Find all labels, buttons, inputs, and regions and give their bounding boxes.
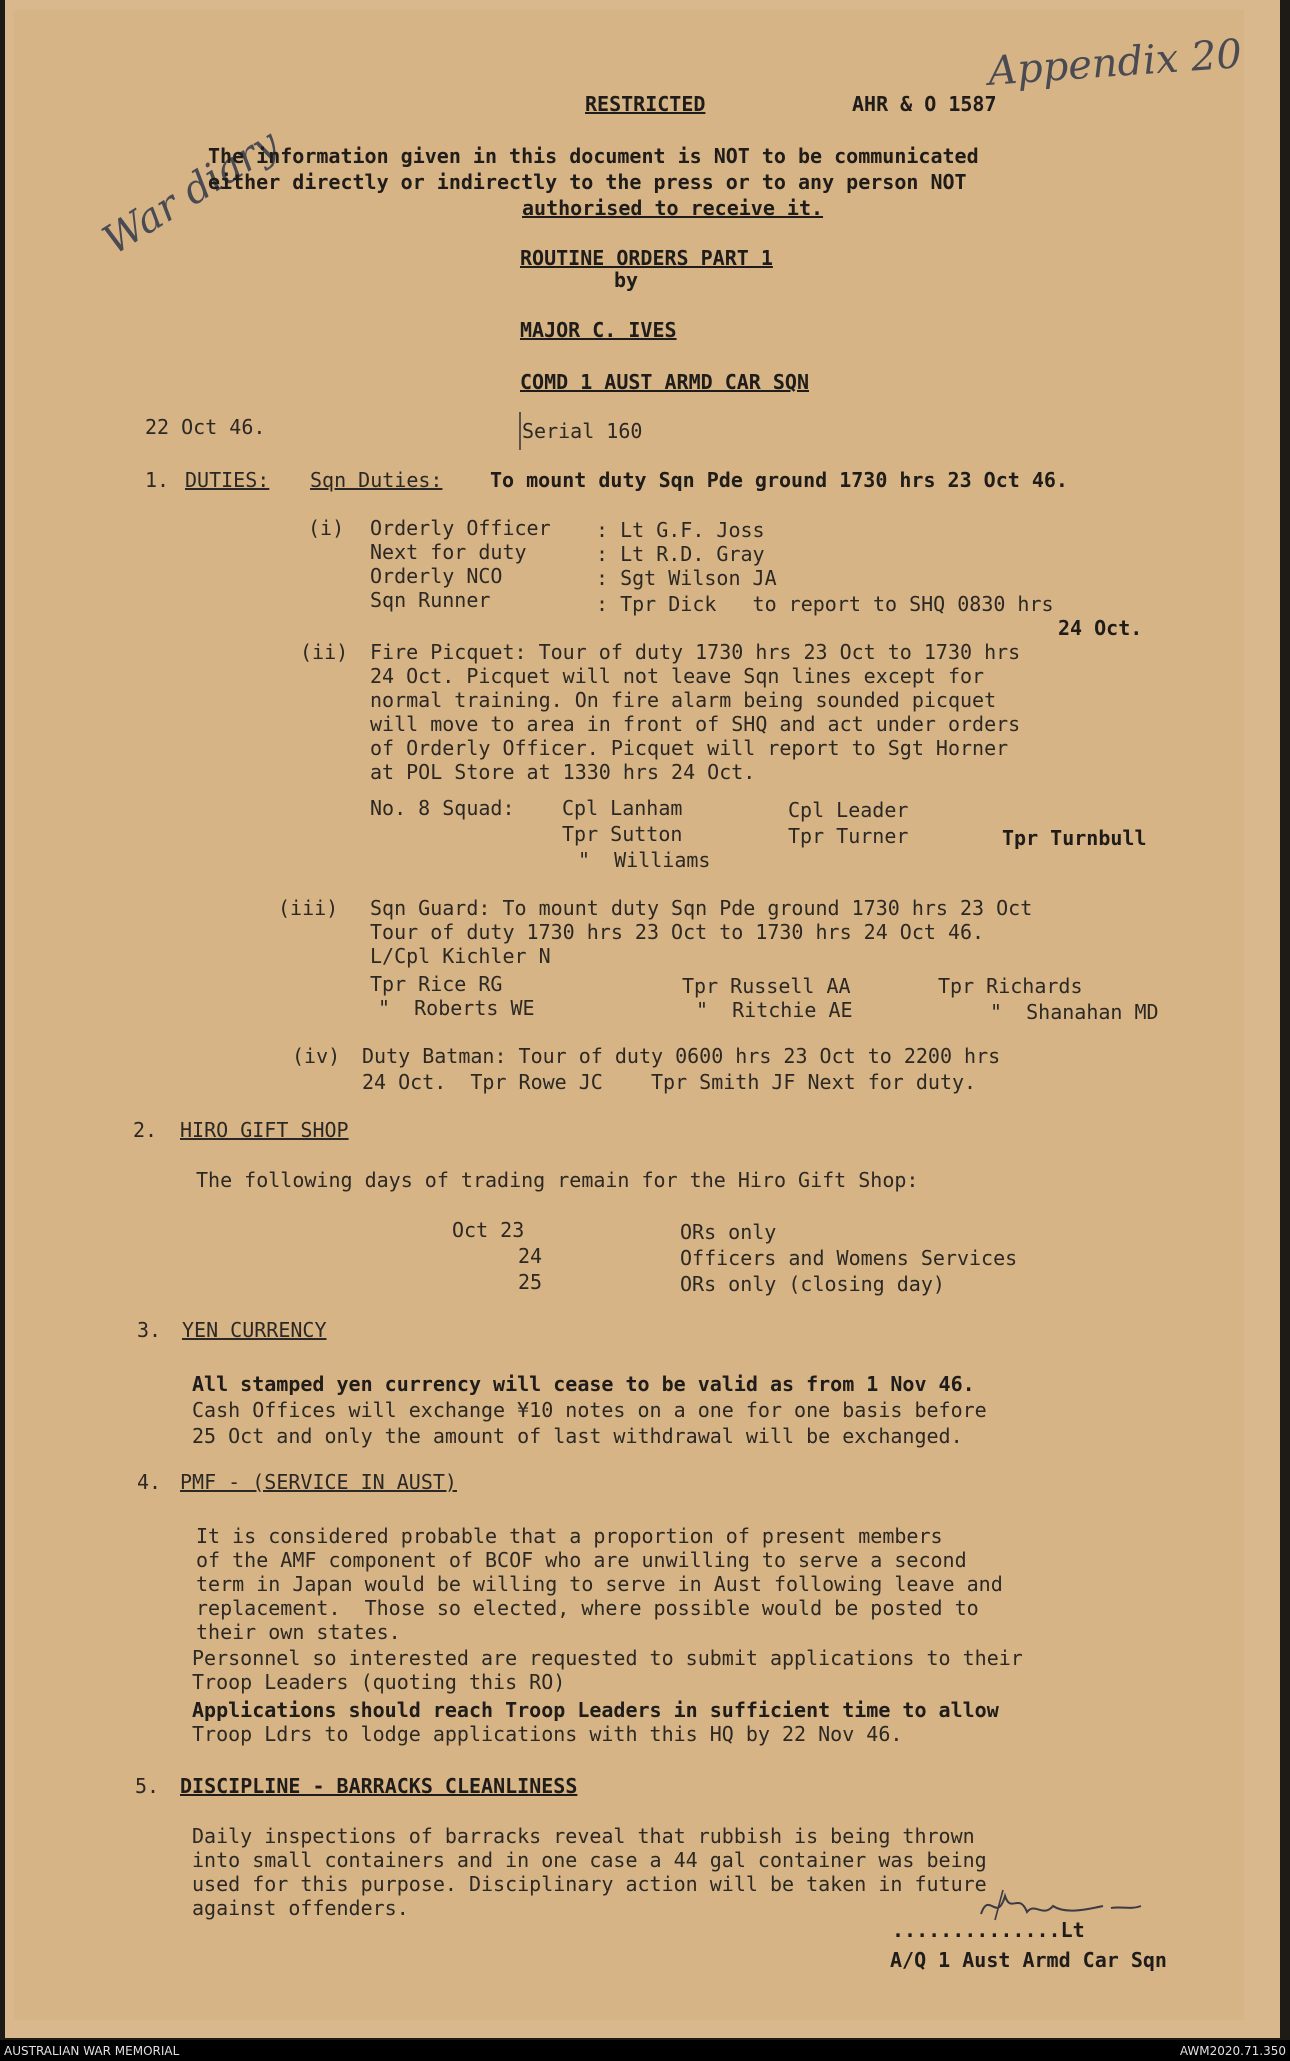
duty-batman-line: Duty Batman: Tour of duty 0600 hrs 23 Oct to 2200 hrs: [362, 1044, 1001, 1068]
archive-footer: [0, 2040, 1290, 2061]
war-diary-handwritten: War diary: [95, 120, 287, 265]
trading-who: ORs only: [680, 1220, 777, 1244]
yen-line: Cash Offices will exchange ¥10 notes on a one for one basis before: [192, 1398, 987, 1422]
reference-number: AHR & O 1587: [852, 92, 997, 116]
title-routine-orders: ROUTINE ORDERS PART 1: [520, 246, 773, 270]
sec1-intro: To mount duty Sqn Pde ground 1730 hrs 23 Oct 46.: [490, 468, 1068, 492]
guard-member: " Ritchie AE: [696, 998, 853, 1022]
trading-who: ORs only (closing day): [680, 1272, 945, 1296]
guard-member: Tpr Russell AA: [682, 974, 851, 998]
pmf-line: It is considered probable that a proportion of present members: [196, 1524, 943, 1548]
squad-member: Cpl Lanham: [562, 796, 683, 820]
sec2-number: 2.: [133, 1118, 158, 1142]
pmf-line: their own states.: [196, 1620, 401, 1644]
trading-day: 24: [518, 1244, 543, 1268]
discipline-line: against offenders.: [192, 1896, 409, 1920]
duty-role: Orderly Officer: [370, 516, 551, 540]
sqn-guard-line: Tour of duty 1730 hrs 23 Oct to 1730 hrs 24 Oct 46.: [370, 920, 985, 944]
squad-member: Tpr Sutton: [562, 822, 683, 846]
squad-member: Tpr Turnbull: [1002, 826, 1147, 850]
duty-role: Orderly NCO: [370, 564, 503, 588]
sec5-number: 5.: [135, 1774, 160, 1798]
duty-batman-line: 24 Oct. Tpr Rowe JC Tpr Smith JF Next for duty.: [362, 1070, 977, 1094]
sec1-i-number: (i): [308, 516, 345, 540]
signature-title: A/Q 1 Aust Armd Car Sqn: [890, 1948, 1167, 1972]
guard-member: " Shanahan MD: [990, 1000, 1159, 1024]
fire-picquet-line: will move to area in front of SHQ and act under orders: [370, 712, 1021, 736]
sec3-number: 3.: [137, 1318, 162, 1342]
sec1-iii-number: (iii): [278, 896, 339, 920]
fire-picquet-line: 24 Oct. Picquet will not leave Sqn lines except for: [370, 664, 985, 688]
duty-role: Sqn Runner: [370, 588, 491, 612]
restricted-label: RESTRICTED: [585, 92, 706, 116]
sec3-heading: YEN CURRENCY: [182, 1318, 327, 1342]
sec1-iv-number: (iv): [292, 1044, 341, 1068]
pmf-line: Troop Leaders (quoting this RO): [192, 1670, 566, 1694]
pmf-line: term in Japan would be willing to serve in Aust following leave and: [196, 1572, 1003, 1596]
trading-day: 25: [518, 1270, 543, 1294]
yen-line: 25 Oct and only the amount of last withdrawal will be exchanged.: [192, 1424, 963, 1448]
trading-who: Officers and Womens Services: [680, 1246, 1018, 1270]
title-major: MAJOR C. IVES: [520, 318, 677, 342]
divider-line: [519, 412, 521, 450]
yen-line: All stamped yen currency will cease to be valid as from 1 Nov 46.: [192, 1372, 975, 1396]
squad-member: " Williams: [578, 848, 711, 872]
duty-name: : Sgt Wilson JA: [596, 566, 777, 590]
notice-line-3: authorised to receive it.: [522, 196, 824, 220]
notice-line-1: The information given in this document is NOT to be communicated: [208, 144, 979, 168]
duty-name: : Lt G.F. Joss: [596, 518, 765, 542]
footer-accession: AWM2020.71.350: [1179, 2044, 1286, 2058]
serial-number: Serial 160: [522, 419, 643, 443]
signature-line: ..............Lt: [892, 1918, 1085, 1942]
squad-member: Tpr Turner: [788, 824, 909, 848]
pmf-line: of the AMF component of BCOF who are unwilling to serve a second: [196, 1548, 967, 1572]
guard-member: " Roberts WE: [378, 996, 535, 1020]
sec5-heading: DISCIPLINE - BARRACKS CLEANLINESS: [180, 1774, 578, 1798]
fire-picquet-line: Fire Picquet: Tour of duty 1730 hrs 23 Oct to 1730 hrs: [370, 640, 1021, 664]
discipline-line: used for this purpose. Disciplinary action will be taken in future: [192, 1872, 987, 1896]
discipline-line: into small containers and in one case a 44 gal container was being: [192, 1848, 987, 1872]
sec4-number: 4.: [137, 1470, 162, 1494]
fire-picquet-line: normal training. On fire alarm being sounded picquet: [370, 688, 997, 712]
title-comd: COMD 1 AUST ARMD CAR SQN: [520, 370, 809, 394]
title-by: by: [614, 268, 639, 292]
sec1-ii-number: (ii): [300, 640, 349, 664]
notice-line-2: either directly or indirectly to the press or to any person NOT: [208, 170, 967, 194]
squad-label: No. 8 Squad:: [370, 796, 515, 820]
duty-name: : Tpr Dick to report to SHQ 0830 hrs: [596, 592, 1054, 616]
duty-role: Next for duty: [370, 540, 527, 564]
sqn-guard-line: Sqn Guard: To mount duty Sqn Pde ground 1730 hrs 23 Oct: [370, 896, 1033, 920]
duty-name: : Lt R.D. Gray: [596, 542, 765, 566]
trading-day: Oct 23: [452, 1218, 525, 1242]
sec2-heading: HIRO GIFT SHOP: [180, 1118, 349, 1142]
runner-continuation: 24 Oct.: [1058, 616, 1143, 640]
discipline-line: Daily inspections of barracks reveal that rubbish is being thrown: [192, 1824, 975, 1848]
guard-member: Tpr Rice RG: [370, 972, 503, 996]
order-date: 22 Oct 46.: [145, 415, 266, 439]
pmf-line: Personnel so interested are requested to submit applications to their: [192, 1646, 1023, 1670]
pmf-line: Troop Ldrs to lodge applications with this HQ by 22 Nov 46.: [192, 1722, 903, 1746]
squad-member: Cpl Leader: [788, 798, 909, 822]
pmf-line: replacement. Those so elected, where possible would be posted to: [196, 1596, 979, 1620]
sec1-number: 1.: [145, 468, 170, 492]
sec1-subheading: Sqn Duties:: [310, 468, 443, 492]
footer-source: AUSTRALIAN WAR MEMORIAL: [4, 2044, 180, 2058]
guard-lcpl: L/Cpl Kichler N: [370, 944, 551, 968]
gift-shop-intro: The following days of trading remain for the Hiro Gift Shop:: [196, 1168, 919, 1192]
pmf-line: Applications should reach Troop Leaders in sufficient time to allow: [192, 1698, 999, 1722]
guard-member: Tpr Richards: [938, 974, 1083, 998]
appendix-handwritten: Appendix 20: [986, 31, 1244, 95]
fire-picquet-line: at POL Store at 1330 hrs 24 Oct.: [370, 760, 756, 784]
sec4-heading: PMF - (SERVICE IN AUST): [180, 1470, 457, 1494]
sec1-heading: DUTIES:: [185, 468, 270, 492]
fire-picquet-line: of Orderly Officer. Picquet will report to Sgt Horner: [370, 736, 1009, 760]
